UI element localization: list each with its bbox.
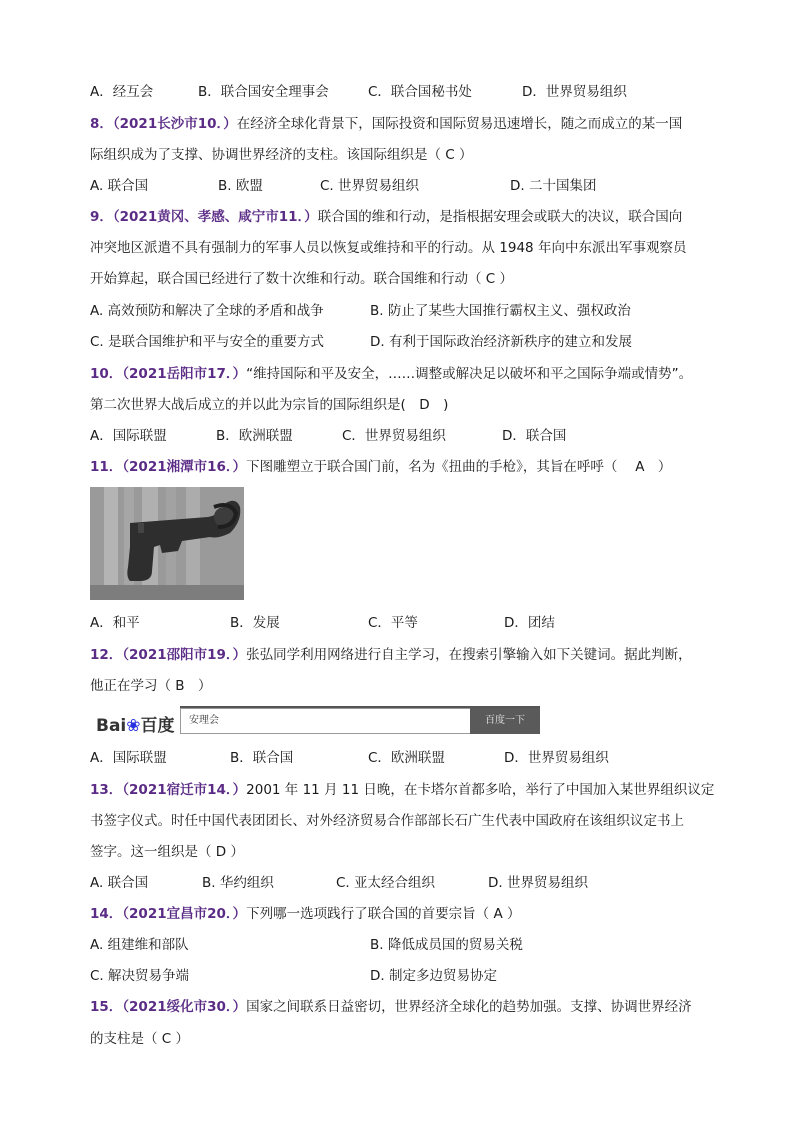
question-source: 9．（2021黄冈、孝感、咸宁市11．）	[90, 209, 318, 225]
option: C．欧洲联盟	[368, 750, 445, 766]
option: A. 组建维和部队	[90, 937, 189, 953]
question-source: 15．（2021绥化市30．）	[90, 999, 247, 1015]
option: D．世界贸易组织	[504, 750, 609, 766]
option: D. 二十国集团	[510, 178, 597, 194]
option: B．发展	[230, 615, 280, 631]
q15-stem-2: 的支柱是（ C ）	[90, 1031, 190, 1047]
q15-stem-1	[90, 998, 710, 1016]
q9-stem-1	[90, 208, 710, 226]
option: D. 世界贸易组织	[488, 875, 588, 891]
question-source: 14．（2021宜昌市20．）	[90, 906, 247, 922]
option: A．国际联盟	[90, 750, 167, 766]
question-text: 2001 年 11 月 11 日晚，在卡塔尔首都多哈，举行了中国加入某世界组织议定	[246, 782, 715, 798]
sculpture-photo-icon	[90, 487, 244, 600]
question-text: “维持国际和平及安全，……调整或解决足以破坏和平之国际争端或情势”。	[246, 366, 693, 382]
q8-stem-2: 际组织成为了支撑、协调世界经济的支柱。该国际组织是（ C ）	[90, 147, 473, 163]
knotted-gun-sculpture-image	[90, 487, 244, 600]
q10-stem-1	[90, 365, 710, 383]
option: C. 是联合国维护和平与安全的重要方式	[90, 334, 325, 350]
option: B. 华约组织	[202, 875, 274, 891]
option: D. 有利于国际政治经济新秩序的建立和发展	[370, 334, 632, 350]
q9-stem-2: 冲突地区派遣不具有强制力的军事人员以恢复或维持和平的行动。从 1948 年向中东派出军事观察员	[90, 240, 687, 256]
baidu-logo: Bai❀百度	[96, 716, 175, 736]
question-source: 11．（2021湘潭市16．）	[90, 459, 247, 475]
baidu-search-image	[96, 706, 541, 738]
question-source: 8．（2021长沙市10．）	[90, 116, 237, 132]
q14-stem	[90, 905, 710, 923]
option: C. 亚太经合组织	[336, 875, 436, 891]
q13-stem-3: 签字。这一组织是（ D ）	[90, 844, 244, 860]
question-text: 国家之间联系日益密切，世界经济全球化的趋势加强。支撑、协调世界经济	[246, 999, 692, 1015]
option: A. 联合国	[90, 875, 149, 891]
search-input: 安理会	[180, 708, 470, 734]
q11-stem	[90, 458, 710, 476]
option: C．世界贸易组织	[342, 428, 446, 444]
q13-stem-2: 书签字仪式。时任中国代表团团长、对外经济贸易合作部部长石广生代表中国政府在该组织议定书上	[90, 813, 684, 829]
q12-stem-1	[90, 646, 710, 664]
option: B. 欧盟	[218, 178, 263, 194]
question-text: 张弘同学利用网络进行自主学习，在搜索引擎输入如下关键词。据此判断，	[246, 647, 692, 663]
baidu-paw-icon: ❀	[126, 716, 141, 736]
q13-stem-1	[90, 781, 715, 799]
option: D. 制定多边贸易协定	[370, 968, 497, 984]
option: A. 高效预防和解决了全球的矛盾和战争	[90, 303, 324, 319]
question-text: 联合国的维和行动，是指根据安理会或联大的决议，联合国向	[317, 209, 683, 225]
q8-stem-1	[90, 115, 710, 133]
option: A．经互会	[90, 84, 154, 100]
option: A．和平	[90, 615, 140, 631]
option: C. 世界贸易组织	[320, 178, 420, 194]
option: D．联合国	[502, 428, 567, 444]
option: D．世界贸易组织	[522, 84, 627, 100]
option: C. 解决贸易争端	[90, 968, 190, 984]
q12-stem-2: 他正在学习（ B ）	[90, 678, 212, 694]
option: B. 降低成员国的贸易关税	[370, 937, 523, 953]
question-text: 下列哪一选项践行了联合国的首要宗旨（ A ）	[246, 906, 521, 922]
q10-stem-2: 第二次世界大战后成立的并以此为宗旨的国际组织是( D )	[90, 397, 449, 413]
question-text: 在经济全球化背景下，国际投资和国际贸易迅速增长，随之而成立的某一国	[236, 116, 683, 132]
search-button: 百度一下	[470, 708, 540, 734]
option: D．团结	[504, 615, 555, 631]
option: B．欧洲联盟	[216, 428, 293, 444]
q9-stem-3: 开始算起，联合国已经进行了数十次维和行动。联合国维和行动（ C ）	[90, 271, 514, 287]
option: C．平等	[368, 615, 418, 631]
question-source: 12．（2021邵阳市19．）	[90, 647, 247, 663]
question-text: 下图雕塑立于联合国门前，名为《扭曲的手枪》，其旨在呼呼（ A ）	[246, 459, 672, 475]
question-source: 13．（2021宿迁市14．）	[90, 782, 247, 798]
option: B．联合国	[230, 750, 294, 766]
option: B．联合国安全理事会	[198, 84, 329, 100]
question-source: 10．（2021岳阳市17．）	[90, 366, 247, 382]
option: C．联合国秘书处	[368, 84, 472, 100]
option: A．国际联盟	[90, 428, 167, 444]
option: B. 防止了某些大国推行霸权主义、强权政治	[370, 303, 631, 319]
option: A. 联合国	[90, 178, 149, 194]
